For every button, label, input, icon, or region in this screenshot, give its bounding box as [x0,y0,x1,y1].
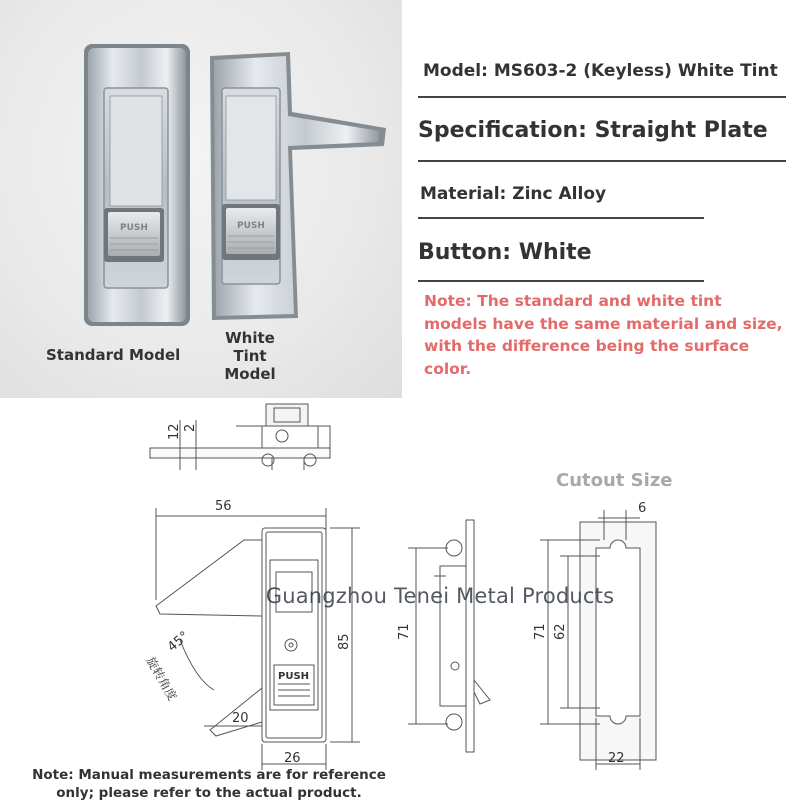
side-dim-71: 71 [397,623,412,640]
cutout-dim-62: 62 [553,623,568,640]
white-tint-label-line-1: White [225,329,275,347]
spec-button: Button: White [418,240,592,265]
white-tint-push-text: PUSH [237,221,265,231]
cutout-dim-71: 71 [533,623,548,640]
dim-2: 2 [183,423,198,432]
side-view [408,520,490,752]
dim-20: 20 [232,711,249,726]
standard-model-label: Standard Model [46,346,181,364]
spec-model: Model: MS603-2 (Keyless) White Tint [423,61,778,81]
dim-56: 56 [215,499,232,514]
cutout-dim-22: 22 [608,751,625,766]
standard-push-text: PUSH [120,223,148,233]
watermark: Guangzhou Tenei Metal Products [265,584,615,608]
front-push-label: PUSH [278,671,310,682]
rotation-angle-text: 旋转角度 [143,654,180,704]
dim-85: 85 [337,633,352,650]
dim-12: 12 [167,423,182,440]
spec-material: Material: Zinc Alloy [420,184,607,204]
cutout-dim-6: 6 [638,501,647,516]
spec-specification: Specification: Straight Plate [418,118,768,143]
cutout-size-title: Cutout Size [556,470,673,491]
bottom-note: Note: Manual measurements are for reference only; please refer to the actual product. [32,767,386,801]
dim-26: 26 [284,751,301,766]
white-tint-label-line-3: Model [224,365,276,383]
note-surface-color: Note: The standard and white tint models have the same material and size, with the difference being the surface color. [424,292,783,378]
dim-angle: 45° [164,628,193,656]
white-tint-label-line-2: Tint [233,347,267,365]
